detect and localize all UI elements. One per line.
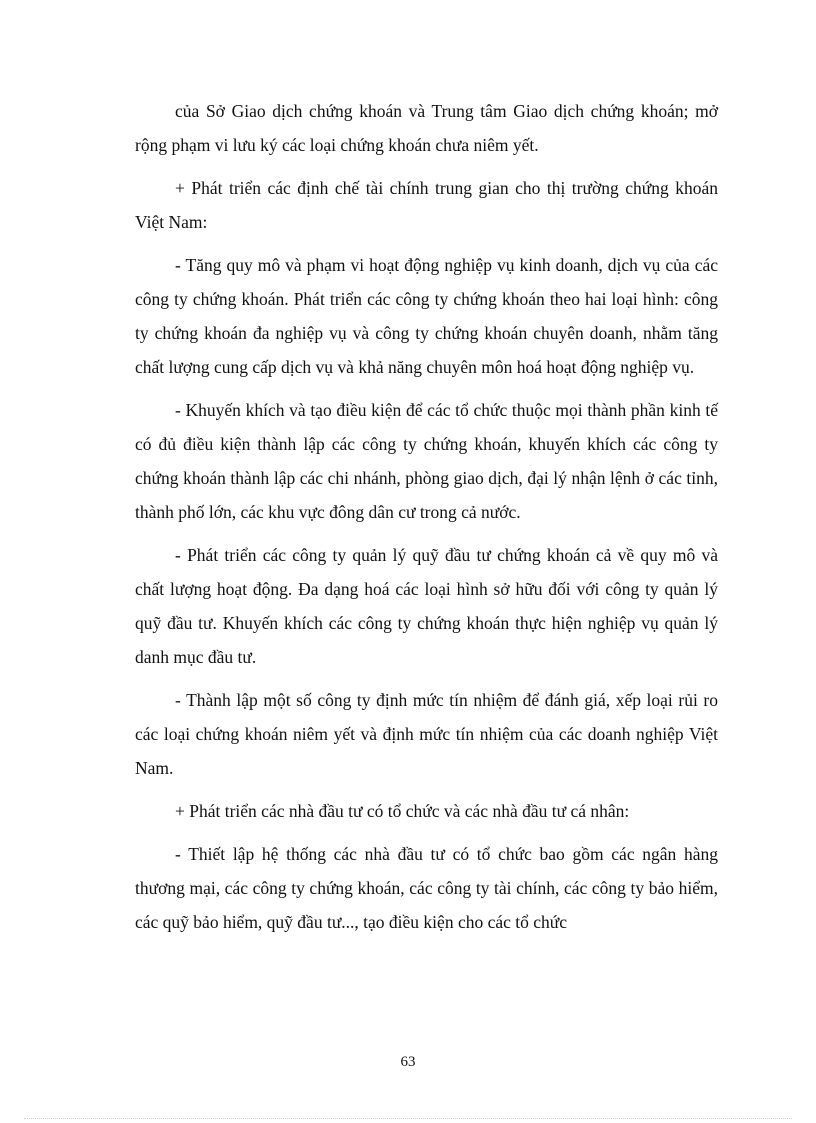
paragraph-8: - Thiết lập hệ thống các nhà đầu tư có tổ chức bao gồm các ngân hàng thương mại, các công ty chứng khoán, các công ty tài chính, các công ty bảo hiểm, các quỹ bảo hiểm, quỹ đầu tư..., tạo điều kiện cho các tổ chức bbox=[135, 844, 718, 932]
page-number: 63 bbox=[400, 1054, 416, 1070]
paragraph-1: của Sở Giao dịch chứng khoán và Trung tâm Giao dịch chứng khoán; mở rộng phạm vi lưu ký các loại chứng khoán chưa niêm yết. bbox=[135, 101, 718, 155]
paragraph-3: - Tăng quy mô và phạm vi hoạt động nghiệp vụ kinh doanh, dịch vụ của các công ty chứng khoán. Phát triển các công ty chứng khoán theo hai loại hình: công ty chứng khoán đa nghiệp vụ và công ty chứng khoán chuyên doanh, nhằm tăng chất lượng cung cấp dịch vụ và khả năng chuyên môn hoá hoạt động nghiệp vụ. bbox=[135, 255, 718, 377]
paragraph-2: + Phát triển các định chế tài chính trung gian cho thị trường chứng khoán Việt Nam: bbox=[135, 178, 718, 232]
paragraph-7: + Phát triển các nhà đầu tư có tổ chức và các nhà đầu tư cá nhân: bbox=[175, 801, 630, 821]
page-bottom-border bbox=[24, 1118, 792, 1119]
paragraph-6: - Thành lập một số công ty định mức tín nhiệm để đánh giá, xếp loại rủi ro các loại chứng khoán niêm yết và định mức tín nhiệm của các doanh nghiệp Việt Nam. bbox=[135, 690, 718, 778]
body-text bbox=[135, 94, 718, 939]
paragraph-4: - Khuyến khích và tạo điều kiện để các tổ chức thuộc mọi thành phần kinh tế có đủ điều kiện thành lập các công ty chứng khoán, khuyến khích các công ty chứng khoán thành lập các chi nhánh, phòng giao dịch, đại lý nhận lệnh ở các tỉnh, thành phố lớn, các khu vực đông dân cư trong cả nước. bbox=[135, 400, 718, 522]
paragraph-5: - Phát triển các công ty quản lý quỹ đầu tư chứng khoán cả về quy mô và chất lượng hoạt động. Đa dạng hoá các loại hình sở hữu đối với công ty quản lý quỹ đầu tư. Khuyến khích các công ty chứng khoán thực hiện nghiệp vụ quản lý danh mục đầu tư. bbox=[135, 545, 718, 667]
